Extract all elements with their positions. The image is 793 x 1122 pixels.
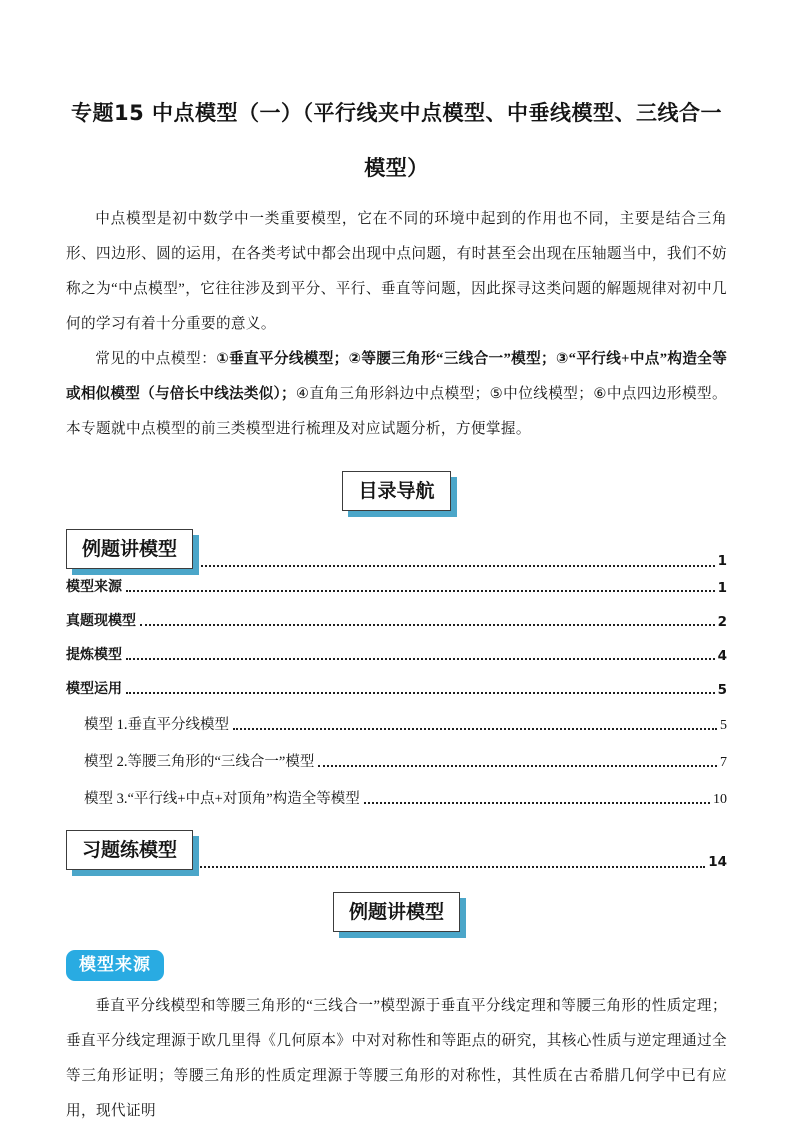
toc-entry-exercises-section[interactable]: [66, 826, 727, 870]
paragraph-common-models: [66, 342, 727, 447]
toc-entry-label: 真题现模型: [66, 613, 136, 629]
toc-dot-leader: [126, 692, 715, 694]
toc-entry-model-1[interactable]: [66, 705, 727, 742]
toc-page-number: 7: [720, 755, 727, 770]
toc-nav-badge: 目录导航: [342, 471, 450, 511]
toc-page-number: 5: [717, 682, 727, 698]
toc-entry-label: 模型来源: [66, 579, 122, 595]
paragraph-common-models-rest: ④直角三角形斜边中点模型；⑤中位线模型；⑥中点四边形模型。本专题就中点模型的前三类模型进行梳理及对应试题分析，方便掌握。: [66, 386, 727, 437]
toc-entry-label: 模型运用: [66, 681, 122, 697]
toc-page-number: 2: [717, 614, 727, 630]
toc-page-number: 14: [708, 854, 727, 870]
toc-entry-model-source[interactable]: [66, 569, 727, 603]
toc-entry-model-application[interactable]: [66, 671, 727, 705]
page-title: [66, 86, 727, 196]
toc-dot-leader: [197, 866, 705, 868]
page-title-line2: 模型）: [364, 156, 429, 180]
toc-entry-model-2[interactable]: [66, 742, 727, 779]
paragraph-common-models-bold: ①垂直平分线模型；②等腰三角形“三线合一”模型；③“平行线+中点”构造全等或相似模型（与倍长中线法类似）；: [66, 351, 727, 402]
table-of-contents: [66, 525, 727, 870]
toc-dot-leader: [140, 624, 715, 626]
examples-section-badge: 例题讲模型: [333, 892, 460, 932]
paragraph-common-models-prefix: 常见的中点模型：: [95, 351, 217, 367]
toc-dot-leader: [126, 658, 715, 660]
toc-page-number: 10: [713, 792, 727, 807]
toc-entry-label: 模型 1.垂直平分线模型: [84, 717, 229, 733]
toc-entry-real-problems[interactable]: [66, 603, 727, 637]
exercises-badge: 习题练模型: [66, 830, 193, 870]
paragraph-intro: 中点模型是初中数学中一类重要模型，它在不同的环境中起到的作用也不同，主要是结合三角形、四边形、圆的运用，在各类考试中都会出现中点问题，有时甚至会出现在压轴题当中，我们不妨称之为“中点模型”，它往往涉及到平分、平行、垂直等问题，因此探寻这类问题的解题规律对初中几何的学习有着十分重要的意义。: [66, 211, 727, 332]
toc-nav-badge-wrap: [66, 471, 727, 511]
toc-page-number: 4: [717, 648, 727, 664]
toc-dot-leader: [318, 765, 717, 767]
toc-dot-leader: [126, 590, 715, 592]
toc-entry-label: 模型 3.“平行线+中点+对顶角”构造全等模型: [84, 791, 360, 807]
toc-dot-leader: [233, 728, 717, 730]
paragraph-model-origin: 垂直平分线模型和等腰三角形的“三线合一”模型源于垂直平分线定理和等腰三角形的性质定理；垂直平分线定理源于欧几里得《几何原本》中对对称性和等距点的研究，其核心性质与逆定理通过全等三角形证明；等腰三角形的性质定理源于等腰三角形的对称性，其性质在古希腊几何学中已有应用，现代证明: [66, 998, 727, 1119]
toc-page-number: 1: [717, 580, 727, 596]
toc-entry-model-3[interactable]: [66, 779, 727, 816]
toc-entry-examples-section[interactable]: [66, 525, 727, 569]
page-title-line1: 专题15 中点模型（一）（平行线夹中点模型、中垂线模型、三线合一: [70, 101, 723, 125]
examples-badge: 例题讲模型: [66, 529, 193, 569]
examples-section-badge-wrap: [66, 892, 727, 932]
section-heading-model-source: 模型来源: [66, 950, 164, 981]
toc-entry-label: 提炼模型: [66, 647, 122, 663]
toc-page-number: 1: [717, 553, 727, 569]
toc-dot-leader: [364, 802, 710, 804]
section-heading-wrap: [66, 950, 727, 981]
toc-dot-leader: [197, 565, 715, 567]
toc-page-number: 5: [720, 718, 727, 733]
toc-entry-label: 模型 2.等腰三角形的“三线合一”模型: [84, 754, 315, 770]
toc-entry-refine-model[interactable]: [66, 637, 727, 671]
